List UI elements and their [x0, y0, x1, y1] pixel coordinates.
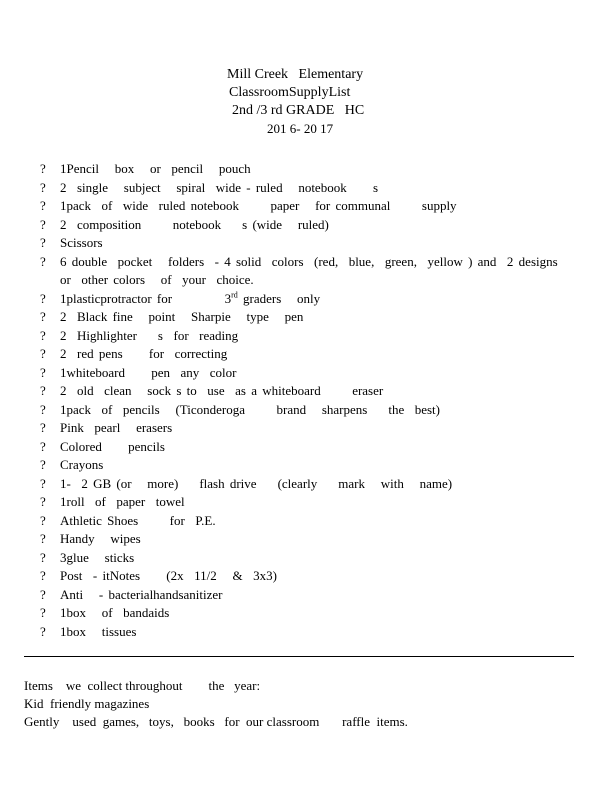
bullet-icon: ?: [40, 216, 46, 232]
bullet-icon: ?: [40, 549, 46, 565]
list-item-text: 2 composition notebook s (wide ruled): [60, 216, 329, 232]
list-item: [0, 586, 600, 605]
list-item: [0, 493, 600, 512]
list-item: [0, 382, 600, 401]
list-item-text: 1box tissues: [60, 623, 137, 639]
list-item-text: Handy wipes: [60, 531, 141, 546]
list-item-text: Anti - bacterialhandsanitizer: [60, 586, 223, 602]
bullet-icon: ?: [40, 512, 46, 528]
footer-line-magazines: Kid friendly magazines: [24, 696, 150, 711]
bullet-icon: ?: [40, 531, 46, 546]
list-item: [0, 234, 600, 253]
list-item: [0, 308, 600, 327]
list-item-text: 3glue sticks: [60, 549, 135, 565]
list-item-text: 6 double pocket folders - 4 solid colors (red, blue, green, yellow ) and 2 designs or other colors of your choice.: [60, 253, 574, 287]
list-item: [0, 216, 600, 235]
list-item: [0, 197, 600, 216]
list-item: [0, 401, 600, 420]
bullet-icon: ?: [40, 494, 46, 509]
ordinal-superscript: rd: [231, 290, 238, 300]
supply-list: [0, 160, 600, 641]
list-item: [0, 160, 600, 179]
bullet-icon: ?: [40, 420, 46, 435]
list-item: [0, 253, 600, 290]
list-item-text: 2 single subject spiral wide - ruled notebook s: [60, 179, 379, 195]
bullet-icon: ?: [40, 346, 46, 361]
divider-line: [24, 656, 574, 657]
list-item-text: 2 Highlighter s for reading: [60, 327, 239, 343]
list-item: [0, 549, 600, 568]
bullet-icon: ?: [40, 623, 46, 639]
list-item: [0, 290, 600, 309]
bullet-icon: ?: [40, 383, 46, 398]
list-item-text: 1pack of pencils (Ticonderoga brand sharpens the best): [60, 401, 440, 417]
list-item: [0, 456, 600, 475]
bullet-icon: ?: [40, 475, 46, 491]
list-item: [0, 179, 600, 198]
bullet-icon: ?: [40, 568, 46, 583]
document-title: ClassroomSupplyList: [229, 85, 351, 100]
list-item-text: Colored pencils: [60, 438, 165, 454]
list-item-text: 1Pencil box or pencil pouch: [60, 161, 251, 176]
school-name: Mill Creek Elementary: [227, 67, 364, 82]
list-item: [0, 345, 600, 364]
bullet-icon: ?: [40, 457, 46, 472]
bullet-icon: ?: [40, 327, 46, 343]
bullet-icon: ?: [40, 161, 46, 176]
list-item-text: Athletic Shoes for P.E.: [60, 512, 216, 528]
bullet-icon: ?: [40, 309, 46, 324]
bullet-icon: ?: [40, 253, 46, 269]
bullet-icon: ?: [40, 586, 46, 602]
list-item: [0, 604, 600, 623]
list-item: [0, 438, 600, 457]
list-item: [0, 623, 600, 642]
list-item-text: 2 Black fine point Sharpie type pen: [60, 309, 304, 324]
bullet-icon: ?: [40, 290, 46, 306]
footer-line-collect: Items we collect throughout the year:: [24, 678, 261, 693]
list-item: [0, 327, 600, 346]
list-item-text: 2 red pens for correcting: [60, 346, 228, 361]
list-item: [0, 567, 600, 586]
list-item-text: 1whiteboard pen any color: [60, 364, 237, 380]
list-item: [0, 364, 600, 383]
list-item-text: 1pack of wide ruled notebook paper for communal supply: [60, 198, 457, 213]
bullet-icon: ?: [40, 179, 46, 195]
list-item-text: 1- 2 GB (or more) flash drive (clearly mark with name): [60, 475, 453, 491]
list-item-text: [60, 291, 320, 306]
school-year: 201 6- 20 17: [267, 121, 334, 136]
list-item-text: 1box of bandaids: [60, 605, 170, 620]
bullet-icon: ?: [40, 401, 46, 417]
bullet-icon: ?: [40, 605, 46, 620]
bullet-icon: ?: [40, 198, 46, 213]
list-item: [0, 475, 600, 494]
list-item-text: Pink pearl erasers: [60, 420, 173, 435]
list-item-text: 1roll of paper towel: [60, 494, 185, 509]
list-item-text: Post - itNotes (2x 11/2 & 3x3): [60, 568, 277, 583]
list-item: [0, 512, 600, 531]
bullet-icon: ?: [40, 364, 46, 380]
list-item-text: 2 old clean sock s to use as a whiteboard eraser: [60, 383, 384, 398]
list-item-text: Crayons: [60, 457, 104, 472]
grade-label: 2nd /3 rd GRADE HC: [232, 103, 365, 118]
list-item: [0, 530, 600, 549]
list-item-text-end: graders only: [237, 290, 321, 306]
list-item-text: Scissors: [60, 235, 103, 250]
bullet-icon: ?: [40, 235, 46, 250]
footer-notes: [24, 677, 584, 731]
list-item: [0, 419, 600, 438]
document-header: [0, 66, 600, 138]
list-item-text-start: 1plasticprotractor for 3: [60, 290, 232, 306]
bullet-icon: ?: [40, 438, 46, 454]
footer-line-raffle: Gently used games, toys, books for our classroom raffle items.: [24, 714, 408, 729]
